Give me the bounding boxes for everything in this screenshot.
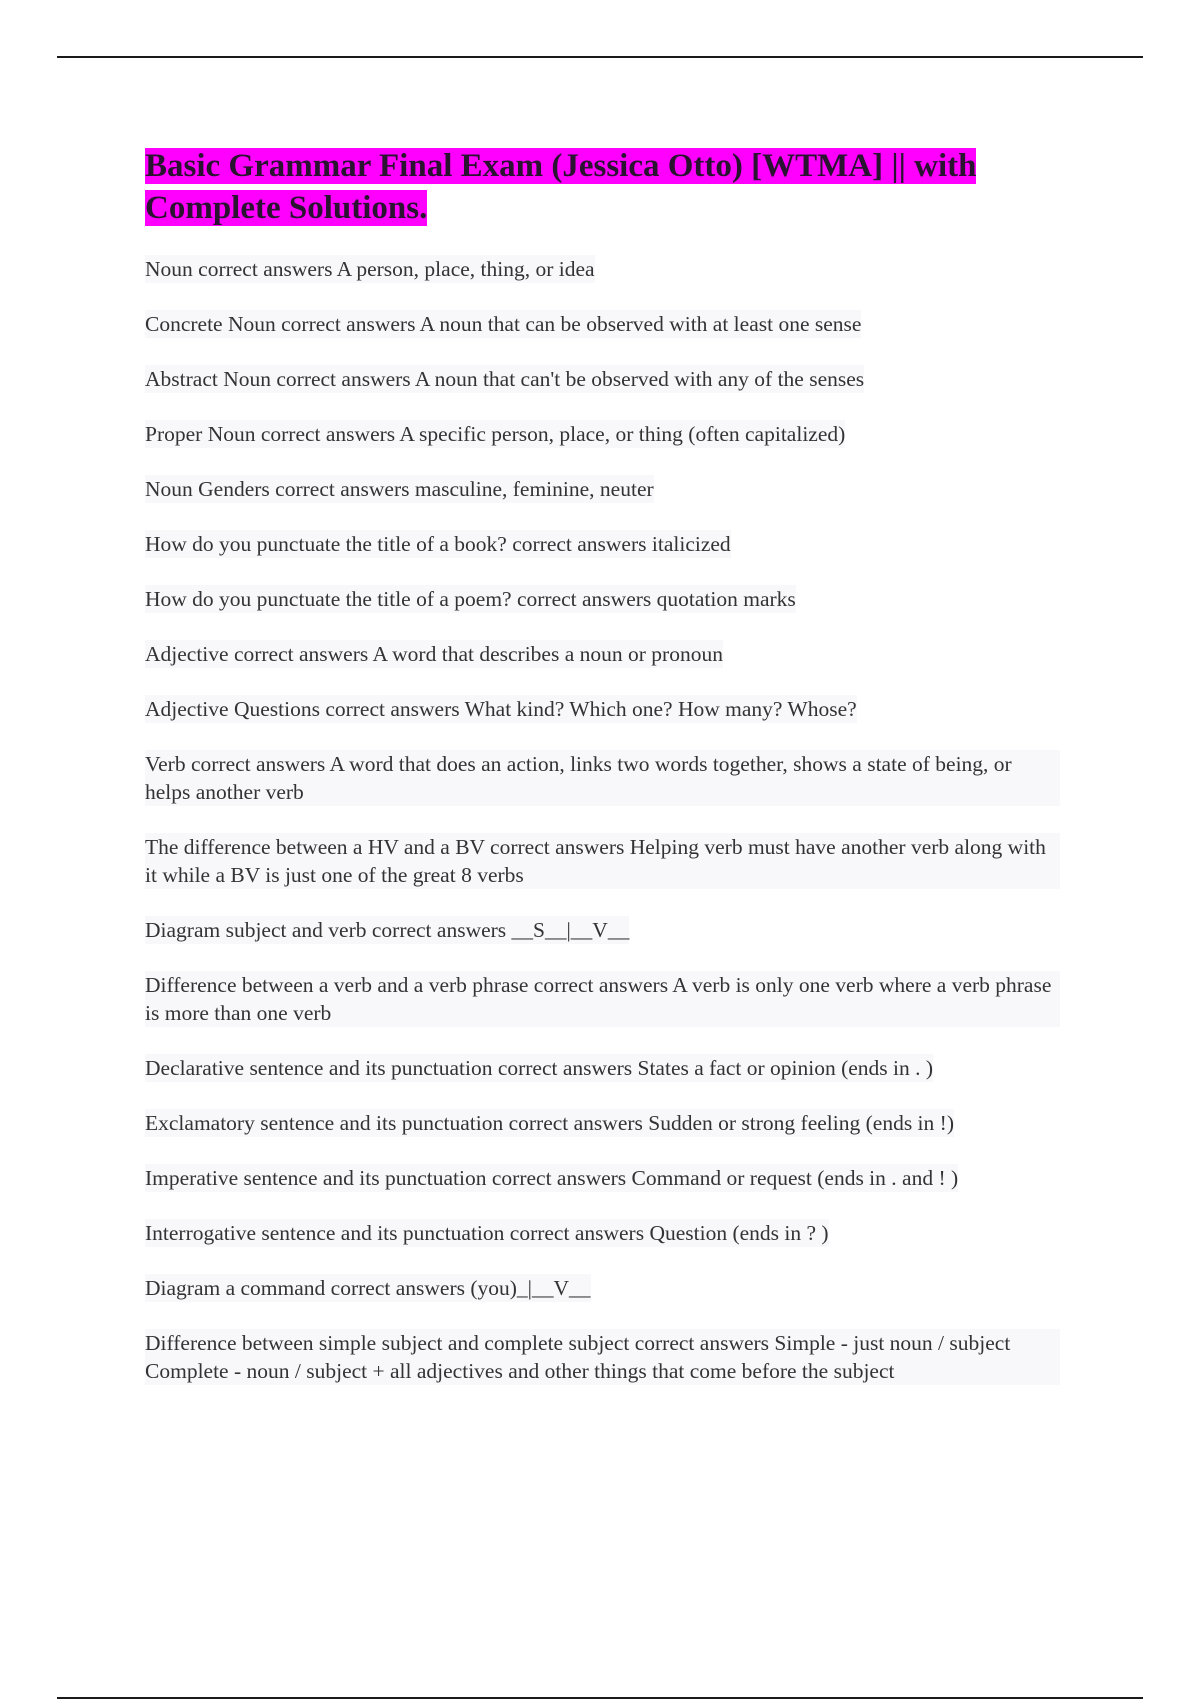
qa-item-text: Abstract Noun correct answers A noun that can't be observed with any of the senses <box>145 367 865 391</box>
qa-item-text: Proper Noun correct answers A specific person, place, or thing (often capitalized) <box>145 422 846 446</box>
bottom-divider <box>57 1697 1143 1699</box>
document-title <box>145 145 1060 229</box>
qa-item-text: Interrogative sentence and its punctuation correct answers Question (ends in ? ) <box>145 1221 829 1245</box>
qa-item <box>145 585 1060 613</box>
qa-item <box>145 475 1060 503</box>
qa-item <box>145 1054 1060 1082</box>
qa-item <box>145 1219 1060 1247</box>
qa-item-text: The difference between a HV and a BV correct answers Helping verb must have another verb along with it while a BV is just one of the great 8 verbs <box>145 833 1060 889</box>
qa-item-text: How do you punctuate the title of a poem? correct answers quotation marks <box>145 587 796 611</box>
qa-item <box>145 971 1060 1027</box>
qa-item-text: Diagram subject and verb correct answers __S__|__V__ <box>145 918 630 942</box>
qa-item <box>145 365 1060 393</box>
qa-item <box>145 1329 1060 1385</box>
qa-item-text: Noun Genders correct answers masculine, feminine, neuter <box>145 477 654 501</box>
qa-item <box>145 1274 1060 1302</box>
qa-item-text: Exclamatory sentence and its punctuation correct answers Sudden or strong feeling (ends in !) <box>145 1111 954 1135</box>
qa-item <box>145 640 1060 668</box>
qa-list <box>145 255 1060 1385</box>
qa-item <box>145 255 1060 283</box>
qa-item-text: Difference between a verb and a verb phrase correct answers A verb is only one verb where a verb phrase is more than one verb <box>145 971 1060 1027</box>
qa-item <box>145 916 1060 944</box>
qa-item-text: Noun correct answers A person, place, thing, or idea <box>145 257 595 281</box>
qa-item-text: Verb correct answers A word that does an action, links two words together, shows a state of being, or helps another verb <box>145 750 1060 806</box>
qa-item <box>145 695 1060 723</box>
qa-item-text: Adjective correct answers A word that describes a noun or pronoun <box>145 642 723 666</box>
qa-item <box>145 833 1060 889</box>
qa-item-text: Declarative sentence and its punctuation correct answers States a fact or opinion (ends in . ) <box>145 1056 934 1080</box>
qa-item-text: Adjective Questions correct answers What kind? Which one? How many? Whose? <box>145 697 857 721</box>
qa-item-text: How do you punctuate the title of a book? correct answers italicized <box>145 532 731 556</box>
top-divider <box>57 56 1143 58</box>
qa-item-text: Difference between simple subject and complete subject correct answers Simple - just noun / subject Complete - noun / subject + all adjectives and other things that come before the subject <box>145 1329 1060 1385</box>
document-title-text: Basic Grammar Final Exam (Jessica Otto) [WTMA] || with Complete Solutions. <box>145 148 977 226</box>
qa-item-text: Diagram a command correct answers (you)_|__V__ <box>145 1276 591 1300</box>
document-body <box>145 145 1060 1412</box>
qa-item <box>145 750 1060 806</box>
qa-item <box>145 1109 1060 1137</box>
qa-item <box>145 310 1060 338</box>
qa-item <box>145 420 1060 448</box>
qa-item <box>145 1164 1060 1192</box>
qa-item-text: Concrete Noun correct answers A noun that can be observed with at least one sense <box>145 312 862 336</box>
qa-item-text: Imperative sentence and its punctuation correct answers Command or request (ends in . and ! ) <box>145 1166 959 1190</box>
qa-item <box>145 530 1060 558</box>
